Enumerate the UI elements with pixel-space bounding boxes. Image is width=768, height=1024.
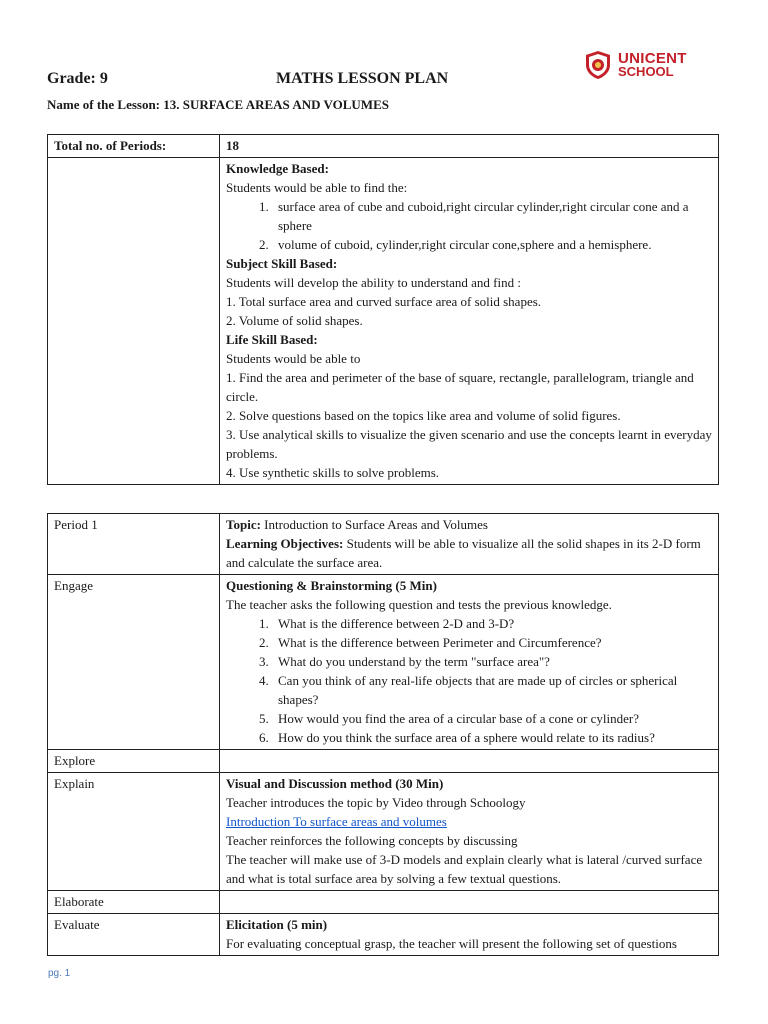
subject-heading: Subject Skill Based: — [226, 256, 338, 271]
table-row — [48, 514, 719, 575]
lesson-name: Name of the Lesson: 13. SURFACE AREAS AND VOLUMES — [47, 97, 389, 112]
empty-cell — [220, 750, 719, 773]
objectives-value: Students will be able to visualize all the solid shapes in its 2-D form and calculate the surface area. — [226, 536, 701, 570]
page-number: pg. 1 — [48, 968, 71, 979]
subject-line: 2. Volume of solid shapes. — [226, 313, 363, 328]
evaluate-cell — [220, 914, 719, 956]
knowledge-intro: Students would be able to find the: — [226, 180, 408, 195]
life-line: 1. Find the area and perimeter of the base of square, rectangle, parallelogram, triangle and circle. — [226, 370, 694, 404]
life-intro: Students would be able to — [226, 351, 361, 366]
logo-name: UNICENT — [618, 50, 687, 67]
overview-table — [47, 134, 719, 485]
explain-cell — [220, 773, 719, 891]
list-item: 5. How would you find the area of a circular base of a cone or cylinder? — [272, 709, 712, 728]
table-row — [48, 891, 719, 914]
table-row — [48, 773, 719, 891]
objectives-label: Learning Objectives: — [226, 536, 344, 551]
list-item: 1. surface area of cube and cuboid,right circular cylinder,right circular cone and a sphere — [272, 197, 712, 235]
list-item: 1. What is the difference between 2-D and 3-D? — [272, 614, 712, 633]
life-line: 4. Use synthetic skills to solve problems. — [226, 465, 440, 480]
subject-line: 1. Total surface area and curved surface area of solid shapes. — [226, 294, 542, 309]
empty-cell — [48, 158, 220, 485]
period-label: Period 1 — [48, 514, 220, 575]
school-crest-icon — [584, 50, 612, 80]
empty-cell — [220, 891, 719, 914]
explain-line: Teacher introduces the topic by Video through Schoology — [226, 795, 526, 810]
engage-intro: The teacher asks the following question and tests the previous knowledge. — [226, 597, 612, 612]
table-row — [48, 135, 719, 158]
period-table — [47, 513, 719, 956]
list-item: 6. How do you think the surface area of a sphere would relate to its radius? — [272, 728, 712, 747]
engage-heading: Questioning & Brainstorming (5 Min) — [226, 578, 437, 593]
knowledge-list — [248, 197, 712, 254]
periods-value: 18 — [220, 135, 719, 158]
school-logo — [584, 50, 687, 80]
logo-subtitle: SCHOOL — [618, 64, 674, 79]
topic-line — [226, 515, 712, 534]
engage-label: Engage — [48, 575, 220, 750]
table-row — [48, 575, 719, 750]
list-item: 2. volume of cuboid, cylinder,right circular cone,sphere and a hemisphere. — [272, 235, 712, 254]
objectives-cell — [220, 158, 719, 485]
life-line: 2. Solve questions based on the topics like area and volume of solid figures. — [226, 408, 621, 423]
elaborate-label: Elaborate — [48, 891, 220, 914]
explain-heading: Visual and Discussion method (30 Min) — [226, 776, 444, 791]
knowledge-heading: Knowledge Based: — [226, 161, 329, 176]
table-row — [48, 914, 719, 956]
table-row — [48, 158, 719, 485]
life-heading: Life Skill Based: — [226, 332, 318, 347]
video-link[interactable]: Introduction To surface areas and volumes — [226, 814, 447, 829]
explain-label: Explain — [48, 773, 220, 891]
topic-value: Introduction to Surface Areas and Volumes — [264, 517, 488, 532]
explain-line: The teacher will make use of 3-D models and explain clearly what is lateral /curved surface and what is total surface area by solving a few textual questions. — [226, 852, 703, 886]
topic-label: Topic: — [226, 517, 261, 532]
question-list — [248, 614, 712, 747]
objectives-line — [226, 534, 712, 572]
evaluate-text: For evaluating conceptual grasp, the teacher will present the following set of questions — [226, 936, 677, 951]
engage-cell — [220, 575, 719, 750]
list-item: 3. What do you understand by the term "surface area"? — [272, 652, 712, 671]
evaluate-label: Evaluate — [48, 914, 220, 956]
topic-cell — [220, 514, 719, 575]
evaluate-heading: Elicitation (5 min) — [226, 917, 328, 932]
page-title: MATHS LESSON PLAN — [276, 70, 449, 87]
life-line: 3. Use analytical skills to visualize the given scenario and use the concepts learnt in everyday problems. — [226, 427, 712, 461]
subject-intro: Students will develop the ability to understand and find : — [226, 275, 521, 290]
explain-line: Teacher reinforces the following concepts by discussing — [226, 833, 518, 848]
explore-label: Explore — [48, 750, 220, 773]
list-item: 2. What is the difference between Perimeter and Circumference? — [272, 633, 712, 652]
table-row — [48, 750, 719, 773]
list-item: 4. Can you think of any real-life objects that are made up of circles or spherical shapes? — [272, 671, 712, 709]
periods-label: Total no. of Periods: — [48, 135, 220, 158]
grade-label: Grade: 9 — [47, 70, 108, 87]
